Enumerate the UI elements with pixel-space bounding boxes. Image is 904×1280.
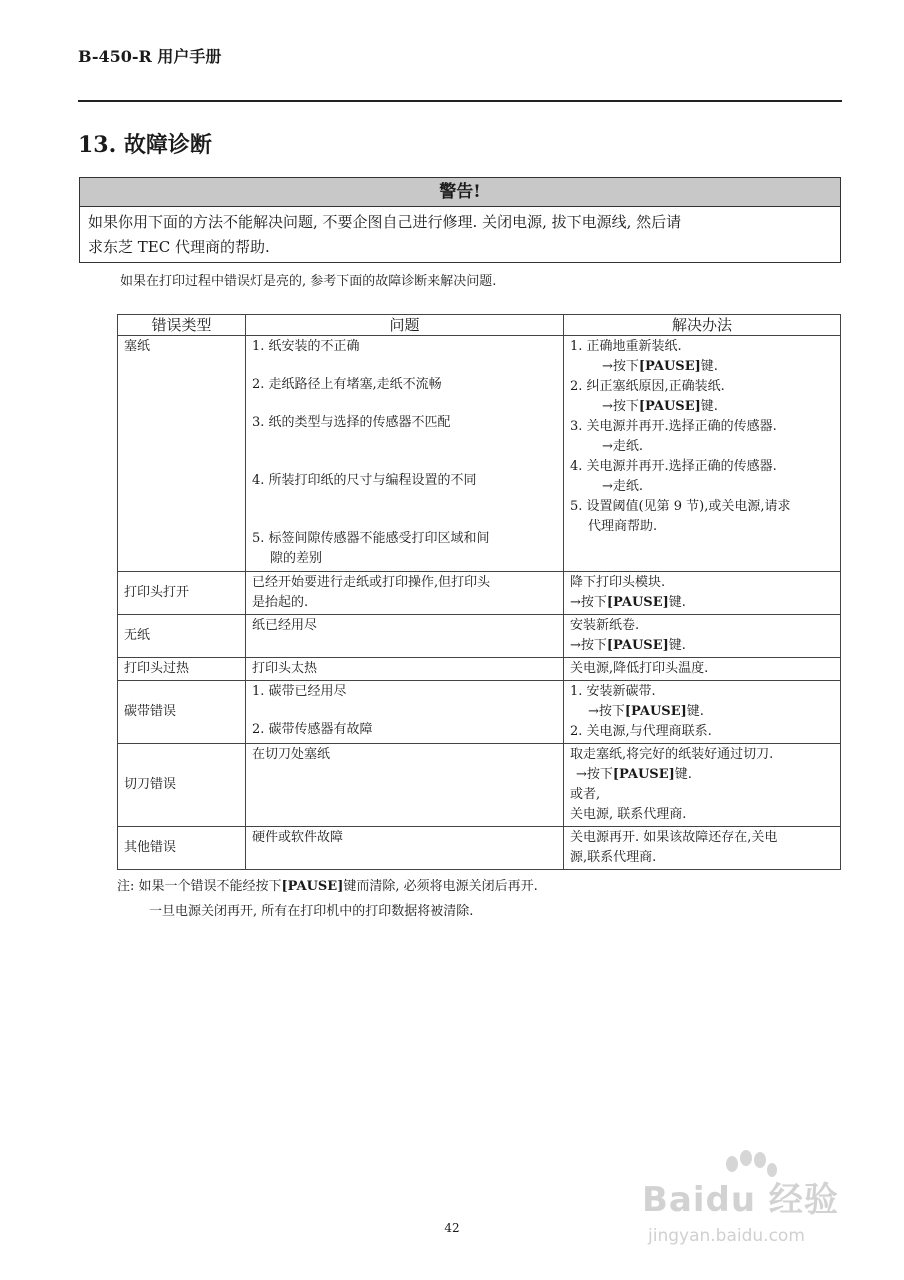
- footnote-prefix: 注: 如果一个错误不能经按下: [117, 879, 282, 894]
- pause-suffix: 键.: [700, 359, 718, 374]
- document-header: B-450-R 用户手册: [78, 47, 222, 66]
- solution-item: 降下打印头模块.: [570, 575, 666, 590]
- table-row: [118, 572, 841, 615]
- solution-item: 1. 正确地重新装纸.: [570, 339, 682, 354]
- pause-prefix: →按下: [602, 399, 639, 414]
- solution-item: 2. 关电源,与代理商联系.: [570, 724, 712, 739]
- error-type: 碳带错误: [118, 681, 246, 744]
- troubleshooting-table: [117, 314, 841, 870]
- pause-key-label: [PAUSE]: [624, 704, 687, 719]
- error-type: 打印头打开: [118, 572, 246, 615]
- problem-cell: [246, 681, 564, 744]
- watermark-url: jingyan.baidu.com: [648, 1226, 805, 1246]
- problem-cell: [246, 572, 564, 615]
- pause-prefix: →按下: [570, 595, 607, 610]
- page-number: 42: [444, 1221, 460, 1235]
- pause-step: [570, 765, 834, 785]
- solution-item: 代理商帮助.: [588, 519, 658, 534]
- problem-item: 隙的差别: [270, 551, 323, 566]
- pause-suffix: 键.: [674, 767, 692, 782]
- solution-item: 1. 安装新碳带.: [570, 684, 656, 699]
- table-row: [118, 681, 841, 744]
- problem-cell: [246, 336, 564, 572]
- error-type: 塞纸: [118, 336, 246, 572]
- table-row: [118, 615, 841, 658]
- solution-item: 或者,: [570, 787, 601, 802]
- pause-suffix: 键.: [686, 704, 704, 719]
- problem-item: 2. 走纸路径上有堵塞,走纸不流畅: [252, 377, 442, 392]
- problem-item: 是抬起的.: [252, 595, 309, 610]
- footnote-suffix: 键而清除, 必须将电源关闭后再开.: [343, 879, 538, 894]
- solution-item: 3. 关电源并再开.选择正确的传感器.: [570, 419, 777, 434]
- pause-prefix: →按下: [570, 638, 607, 653]
- pause-step: [570, 397, 834, 417]
- pause-key-label: [PAUSE]: [638, 359, 701, 374]
- pause-prefix: →按下: [602, 359, 639, 374]
- warning-body: [80, 207, 840, 262]
- solution-item: 关电源再开. 如果该故障还存在,关电: [570, 830, 778, 845]
- solution-cell: [564, 336, 841, 572]
- error-type: 其他错误: [118, 827, 246, 870]
- problem-item: 4. 所装打印纸的尺寸与编程设置的不同: [252, 473, 477, 488]
- solution-item: 2. 纠正塞纸原因,正确装纸.: [570, 379, 725, 394]
- error-type: 切刀错误: [118, 744, 246, 827]
- solution-item: 5. 设置阈值(见第 9 节),或关电源,请求: [570, 499, 791, 514]
- error-type: 打印头过热: [118, 658, 246, 681]
- problem-item: 已经开始要进行走纸或打印操作,但打印头: [252, 575, 491, 590]
- problem-item: 2. 碳带传感器有故障: [252, 722, 373, 737]
- solution-cell: 关电源,降低打印头温度.: [564, 658, 841, 681]
- table-row: [118, 744, 841, 827]
- footnote-key-label: [PAUSE]: [281, 879, 344, 894]
- pause-prefix: →按下: [588, 704, 625, 719]
- problem-cell: 纸已经用尽: [246, 615, 564, 658]
- footnote-line: [117, 874, 538, 899]
- pause-key-label: [PAUSE]: [606, 638, 669, 653]
- pause-prefix: →按下: [576, 767, 613, 782]
- warning-title: 警告!: [80, 178, 840, 207]
- table-row: [118, 336, 841, 572]
- solution-item: →走纸.: [602, 479, 644, 494]
- table-row: [118, 658, 841, 681]
- pause-step: [570, 636, 834, 656]
- footnote-line: 一旦电源关闭再开, 所有在打印机中的打印数据将被清除.: [149, 904, 474, 919]
- problem-item: 3. 纸的类型与选择的传感器不匹配: [252, 415, 451, 430]
- intro-text: 如果在打印过程中错误灯是亮的, 参考下面的故障诊断来解决问题.: [120, 274, 497, 289]
- solution-item: 关电源, 联系代理商.: [570, 807, 687, 822]
- warning-box: [79, 177, 841, 263]
- solution-cell: [564, 744, 841, 827]
- solution-item: →走纸.: [602, 439, 644, 454]
- problem-item: 1. 纸安装的不正确: [252, 339, 360, 354]
- pause-suffix: 键.: [700, 399, 718, 414]
- solution-cell: [564, 681, 841, 744]
- pause-step: [570, 357, 834, 377]
- table-header-row: [118, 315, 841, 336]
- pause-suffix: 键.: [668, 595, 686, 610]
- table-row: [118, 827, 841, 870]
- solution-cell: [564, 615, 841, 658]
- column-header: 错误类型: [118, 315, 246, 336]
- pause-key-label: [PAUSE]: [638, 399, 701, 414]
- problem-cell: 硬件或软件故障: [246, 827, 564, 870]
- footnote: [117, 874, 538, 924]
- column-header: 问题: [246, 315, 564, 336]
- problem-item: 1. 碳带已经用尽: [252, 684, 347, 699]
- solution-item: 取走塞纸,将完好的纸装好通过切刀.: [570, 747, 774, 762]
- pause-key-label: [PAUSE]: [606, 595, 669, 610]
- problem-cell: 打印头太热: [246, 658, 564, 681]
- solution-cell: [564, 827, 841, 870]
- pause-suffix: 键.: [668, 638, 686, 653]
- watermark-brand: Baidu 经验: [642, 1180, 839, 1220]
- problem-item: 5. 标签间隙传感器不能感受打印区域和间: [252, 531, 490, 546]
- header-rule: [78, 100, 842, 102]
- baidu-jingyan-watermark: [640, 1150, 860, 1260]
- solution-item: 源,联系代理商.: [570, 850, 657, 865]
- column-header: 解决办法: [564, 315, 841, 336]
- problem-cell: 在切刀处塞纸: [246, 744, 564, 827]
- pause-step: [570, 702, 834, 722]
- pause-step: [570, 593, 834, 613]
- solution-item: 4. 关电源并再开.选择正确的传感器.: [570, 459, 777, 474]
- section-title: 13. 故障诊断: [78, 132, 212, 158]
- warning-line: 如果你用下面的方法不能解决问题, 不要企图自己进行修理. 关闭电源, 拔下电源线, 然后请: [88, 213, 682, 231]
- error-type: 无纸: [118, 615, 246, 658]
- warning-line: 求东芝 TEC 代理商的帮助.: [88, 238, 270, 256]
- solution-cell: [564, 572, 841, 615]
- pause-key-label: [PAUSE]: [612, 767, 675, 782]
- solution-item: 安装新纸卷.: [570, 618, 640, 633]
